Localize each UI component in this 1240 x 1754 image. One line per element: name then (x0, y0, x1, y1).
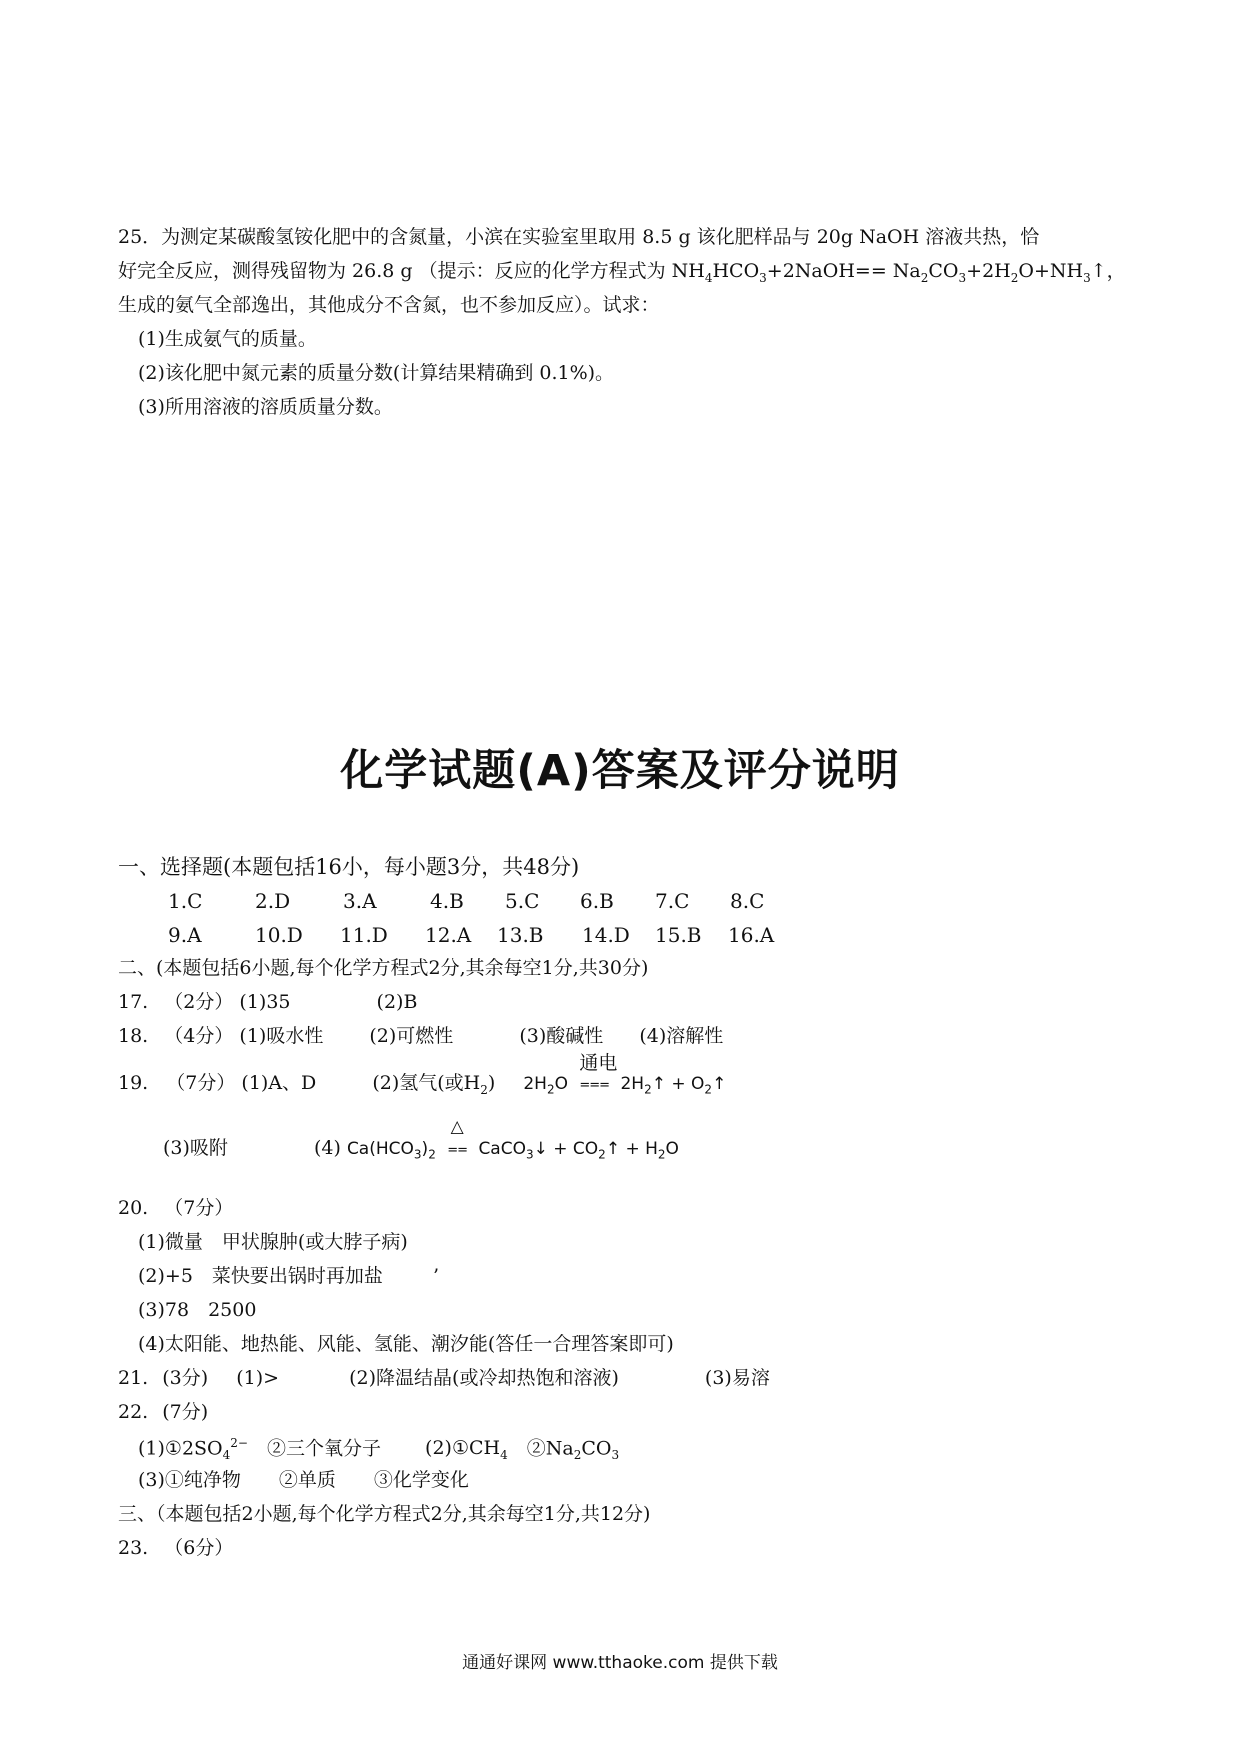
q18-answer-3: (3)酸碱性 (519, 1025, 604, 1047)
q25-sub-2: (2)该化肥中氮元素的质量分数(计算结果精确到 0.1%)。 (138, 362, 615, 384)
subscript: 4 (222, 1448, 231, 1463)
q22-answer-row-2: (3)①纯净物 ②单质 ③化学变化 (138, 1469, 469, 1491)
q25-sub-3: (3)所用溶液的溶质质量分数。 (138, 396, 393, 418)
mcq-answer: 3.A (343, 889, 377, 913)
mcq-answer: 14.D (582, 923, 630, 947)
q19-answer-4: (4) (313, 1137, 341, 1159)
q25-line-2 (118, 262, 1126, 284)
page-footer: 通通好课网 www.tthaoke.com 提供下载 (462, 1653, 778, 1673)
mcq-answer: 12.A (425, 923, 472, 947)
stray-mark: ’ (432, 1265, 439, 1287)
q18-number: 18. (118, 1025, 149, 1047)
q19-answer-2: (2)氢气(或$H_2$) (372, 1072, 496, 1097)
q18-score: （4分） (164, 1025, 234, 1047)
q20-answer-4: (4)太阳能、地热能、风能、氢能、潮汐能(答任一合理答案即可) (138, 1333, 674, 1355)
reaction-condition: △ == (447, 1117, 468, 1158)
q17-row (118, 993, 417, 1012)
q22-answer-row-1: $(1)①2SO_4^{2-}$ ②三个氧分子 $(2)①CH_4$ $②Na_2CO_3$ (138, 1436, 620, 1463)
subscript: 2 (480, 1082, 488, 1097)
q19-row-1 (118, 1052, 727, 1097)
q25-line-2-text-d: CO (928, 260, 959, 282)
q21-answer-3: (3)易溶 (704, 1367, 770, 1389)
mcq-answer: 4.B (430, 889, 464, 913)
q19-answer-3: (3)吸附 (163, 1137, 228, 1159)
q25-line-3: 生成的氨气全部逸出，其他成分不含氮，也不参加反应）。试求： (118, 294, 660, 316)
q21-answer-1: (1)> (236, 1367, 280, 1389)
q17-score: （2分） (164, 991, 234, 1013)
q20-answer-1: (1)微量 甲状腺肿(或大脖子病) (138, 1231, 408, 1253)
superscript: 2− (230, 1436, 248, 1450)
q19-decomposition-equation: $Ca(HCO_3)_2$ △ == CaCO$_3$↓ + $CO_2↑ + H_2O$ (346, 1117, 679, 1162)
page-title: 化学试题(A)答案及评分说明 (340, 746, 900, 796)
subscript: 3 (611, 1448, 620, 1463)
subscript: 4 (500, 1448, 508, 1463)
q20-number: 20. (118, 1197, 149, 1219)
mcq-answer: 11.D (340, 923, 388, 947)
q23-number: 23. (118, 1537, 149, 1559)
q20-row (118, 1199, 233, 1218)
q25-line-2-text-a: 好完全反应，测得残留物为 26.8 g （提示：反应的化学方程式为 NH (118, 260, 705, 282)
q17-answer-2: (2)B (376, 991, 418, 1013)
q22-score: (7分) (162, 1401, 209, 1423)
q19-number: 19. (118, 1072, 149, 1094)
q25-line-2-text-e: +2H (966, 260, 1011, 282)
mcq-answer: 16.A (728, 923, 775, 947)
q18-answer-2: (2)可燃性 (369, 1025, 454, 1047)
q22-row (118, 1403, 208, 1422)
mcq-answer: 2.D (255, 889, 291, 913)
q19-answer-1: (1)A、D (241, 1072, 317, 1094)
q17-answer-1: (1)35 (239, 991, 291, 1013)
section-2-header: 二、(本题包括6小题,每个化学方程式2分,其余每空1分,共30分) (118, 957, 649, 979)
mcq-answer: 13.B (497, 923, 544, 947)
q17-number: 17. (118, 991, 149, 1013)
subscript: 3 (958, 270, 967, 285)
mcq-answer: 10.D (255, 923, 303, 947)
q23-score: （6分） (164, 1537, 234, 1559)
mcq-answer: 15.B (655, 923, 702, 947)
reaction-condition: 通电 === (579, 1052, 618, 1093)
q20-answer-2: (2)+5 菜快要出锅时再加盐 ’ (138, 1265, 439, 1287)
q18-answer-1: (1)吸水性 (239, 1025, 324, 1047)
q25-line-2-text-f: O+NH (1018, 260, 1084, 282)
section-1-header: 一、选择题(本题包括16小，每小题3分，共48分) (118, 855, 580, 879)
q25-line-2-text-g: ↑， (1090, 260, 1126, 282)
q19-electrolysis-equation: $2H_2O$ 通电 === $2H_2↑$ + $O_2↑$ (523, 1052, 727, 1097)
q25-sub-1: (1)生成氨气的质量。 (138, 328, 317, 350)
mcq-answer: 9.A (168, 923, 202, 947)
mcq-answer: 5.C (505, 889, 540, 913)
q20-score: （7分） (164, 1197, 234, 1219)
subscript: 2 (1010, 270, 1019, 285)
mcq-answer: 7.C (655, 889, 690, 913)
q21-answer-2: (2)降温结晶(或冷却热饱和溶液) (349, 1367, 619, 1389)
q18-row (118, 1027, 723, 1046)
q21-score: (3分) (162, 1367, 209, 1389)
subscript: 3 (759, 270, 767, 285)
q25-line-2-text-b: HCO (712, 260, 760, 282)
q21-row (118, 1369, 770, 1388)
subscript: 2 (920, 270, 929, 285)
mcq-answer: 1.C (168, 889, 203, 913)
section-3-header: 三、（本题包括2小题,每个化学方程式2分,其余每空1分,共12分) (118, 1503, 651, 1525)
q25-line-2-text-c: +2NaOH== Na (766, 260, 921, 282)
q20-answer-3: (3)78 2500 (138, 1299, 257, 1321)
q23-row (118, 1539, 233, 1558)
mcq-answer: 8.C (730, 889, 765, 913)
subscript: 2 (573, 1448, 582, 1463)
q22-number: 22. (118, 1401, 149, 1423)
q21-number: 21. (118, 1367, 149, 1389)
mcq-answer: 6.B (580, 889, 614, 913)
q19-row-2 (163, 1117, 679, 1162)
subscript: 3 (1083, 270, 1091, 285)
q25-line-1: 25．为测定某碳酸氢铵化肥中的含氮量，小滨在实验室里取用 8.5 g 该化肥样品与 20g NaOH 溶液共热，恰 (118, 226, 1040, 248)
subscript: 4 (704, 270, 713, 285)
q18-answer-4: (4)溶解性 (639, 1025, 724, 1047)
q19-score: （7分） (166, 1072, 236, 1094)
